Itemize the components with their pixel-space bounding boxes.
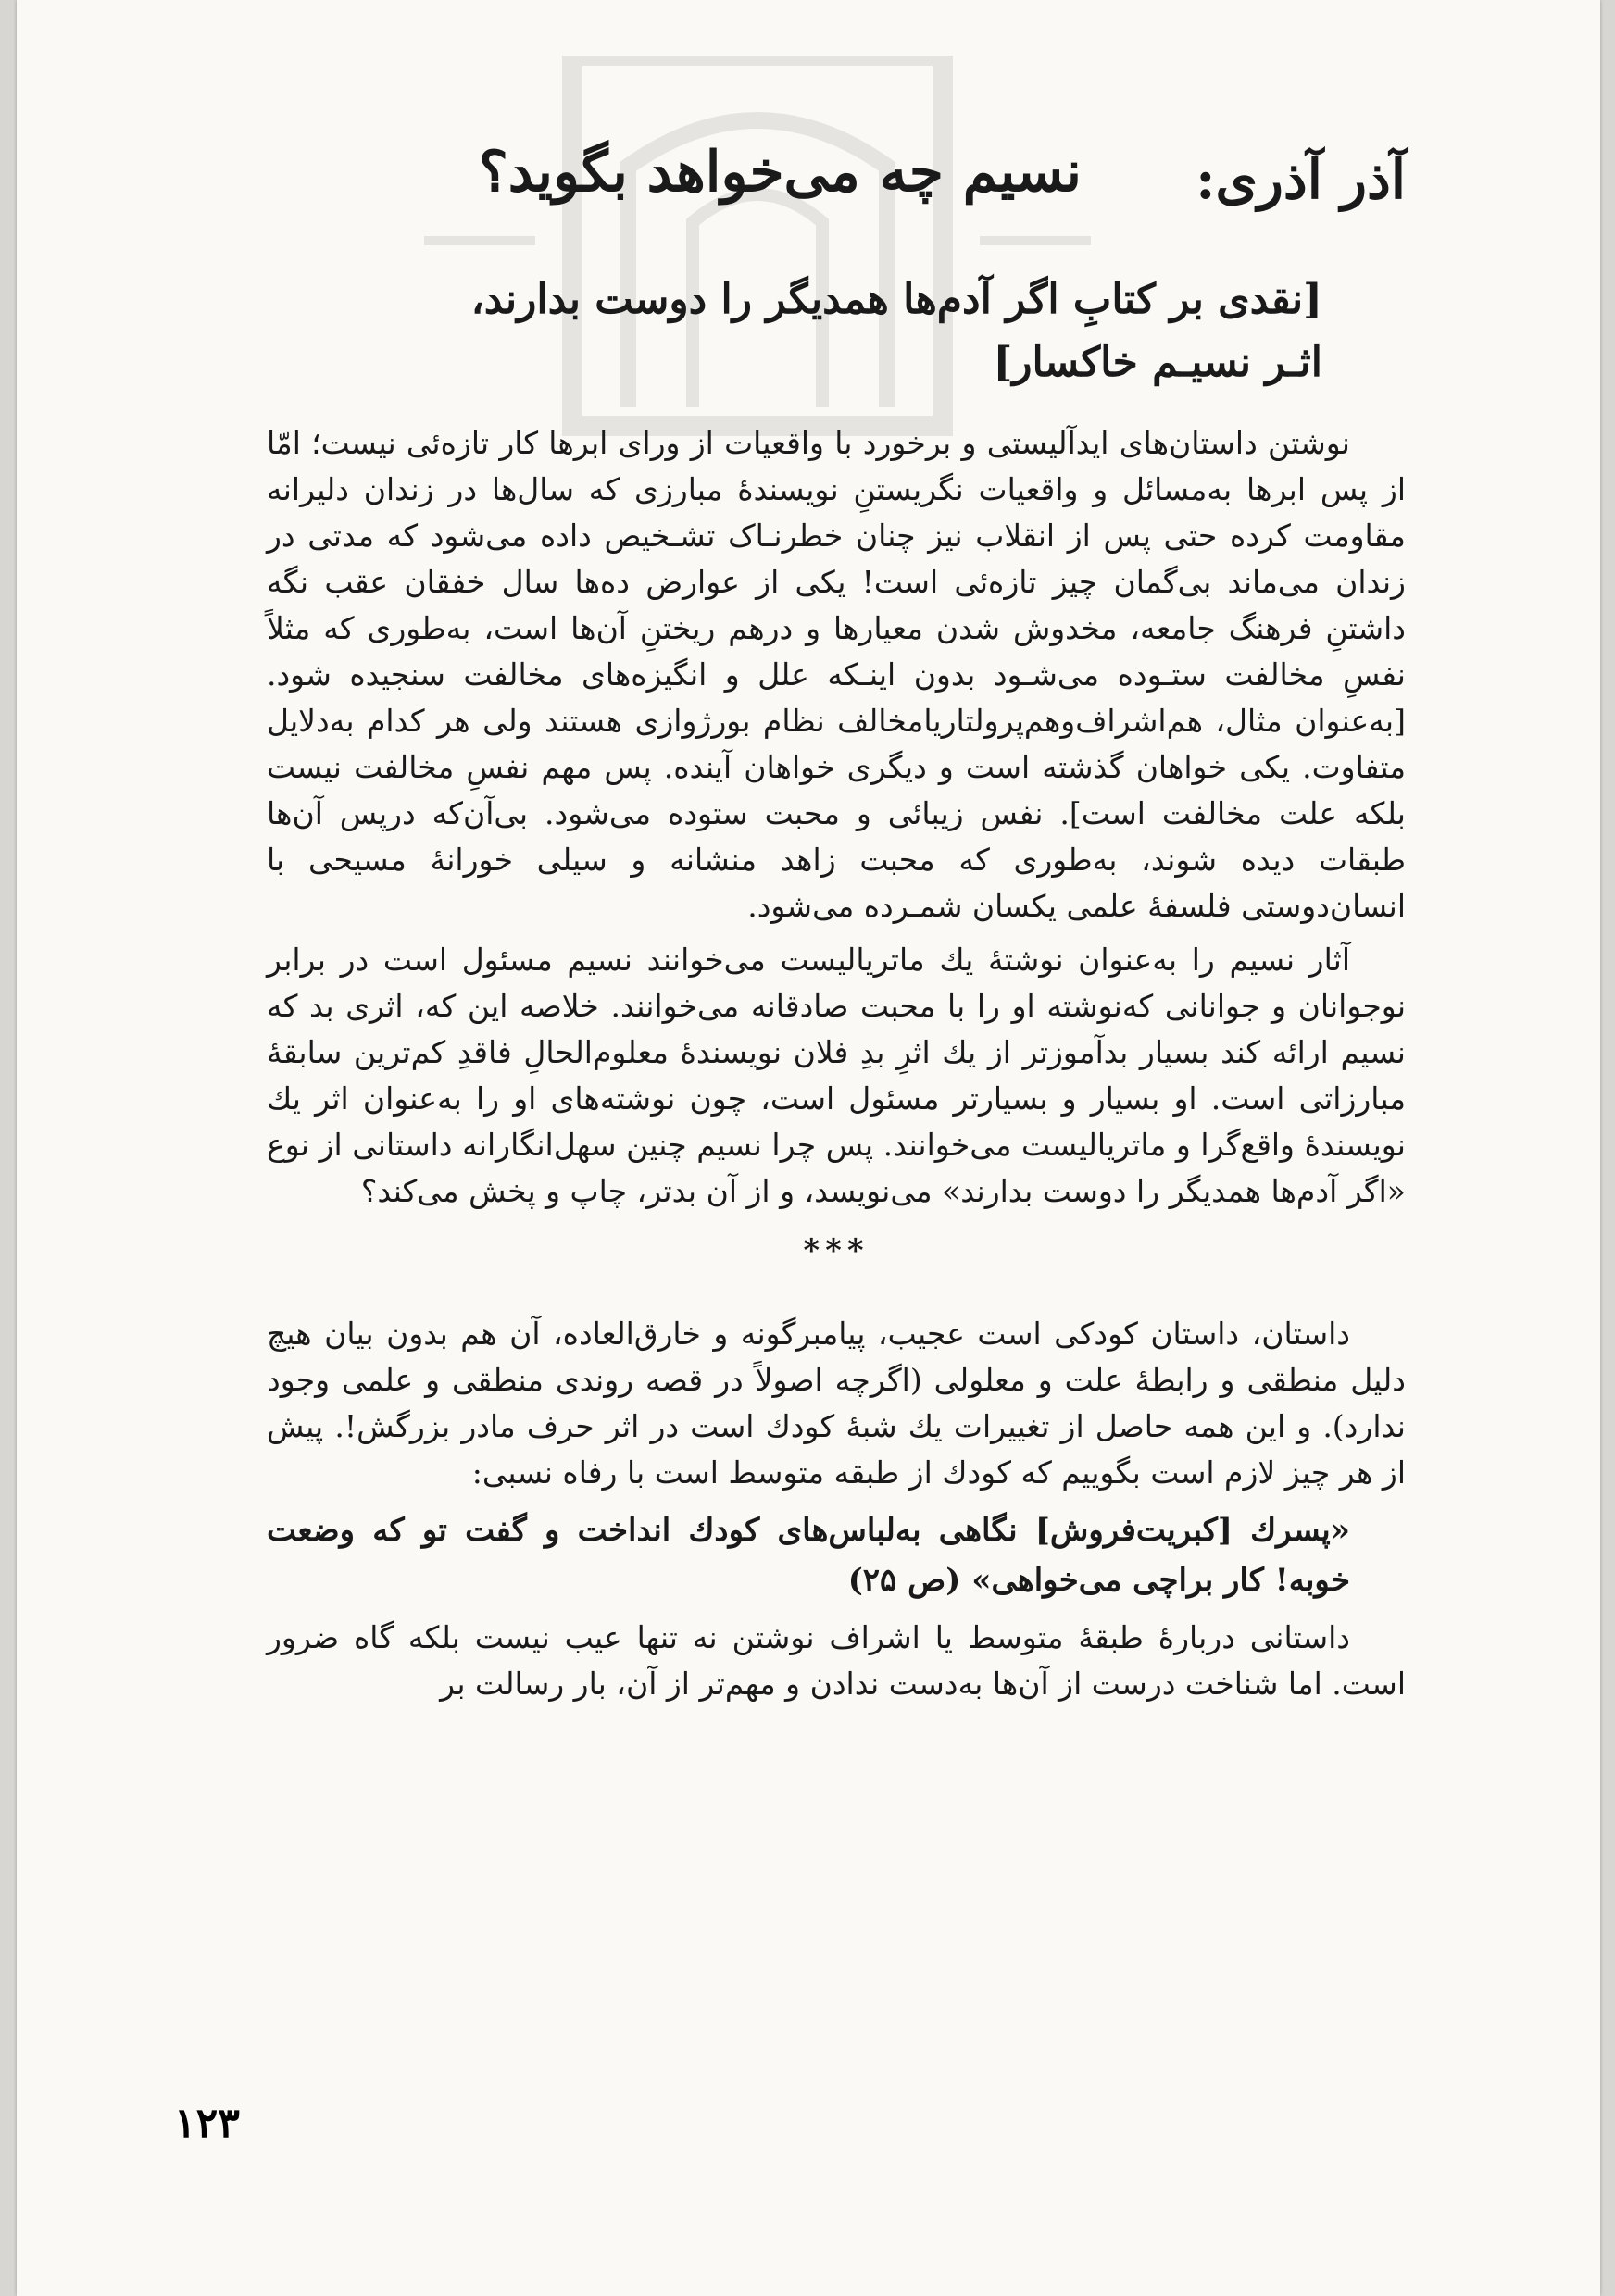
- subtitle-line-1: [نقدی بر کتابِ اگر آدم‌ها همدیگر را دوست بدارند،: [470, 276, 1322, 323]
- page-number: ۱۲۳: [174, 2100, 240, 2147]
- subtitle-line-2: اثـر نسیـم خاکسار]: [993, 339, 1322, 387]
- author-name: آذر آذری:: [1196, 148, 1406, 211]
- article-body: [267, 420, 1406, 1707]
- page-sheet: [17, 0, 1600, 2296]
- paragraph: داستان، داستان کودکی است عجیب، پیامبرگونه و خارق‌العاده، آن هم بدون بیان هیچ دلیل منطقی و رابطهٔ علت و معلولی (اگرچه اصولاً در قصه روندی منطقی و علمی وجود ندارد). و این همه حاصل از تغییرات یك شبهٔ کودك است در اثر حرف مادر بزرگش!. پیش از هر چیز لازم است بگوییم که کودك از طبقه متوسط است با رفاه نسبی:: [267, 1316, 1406, 1491]
- article-header: [267, 139, 1406, 259]
- block-quote: «پسرك [کبریت‌فروش] نگاهی به‌لباس‌های کودك انداخت و گفت تو که وضعت خوبه! کار براچی می‌خواهی» (ص ۲۵): [267, 1512, 1350, 1600]
- article-title: نسیم چه می‌خواهد بگوید؟: [478, 140, 1082, 205]
- paragraph: نوشتن داستان‌های ایدآلیستی و برخورد با واقعیات از ورای ابرها کار تازه‌ئی نیست؛ امّا از پس ابرها به‌مسائل و واقعیات نگریستنِ نویسندهٔ مبارزی که سال‌ها در زندان دلیرانه مقاومت کرده حتی پس از انقلاب نیز چنان خطرنـاک تشـخیص داده می‌شود که مدتی در زندان می‌ماند بی‌گمان چیز تازه‌ئی است! یکی از عوارض ده‌ها سال خفقان عقب نگه داشتنِ فرهنگ جامعه، مخدوش شدن معیارها و درهم ریختنِ آن‌ها است، به‌طوری که مثلاً نفسِ مخالفت ستـوده می‌شـود بدون اینـکه علل و انگیزه‌های مخالفت سنجیده شود. [به‌عنوان مثال، هم‌اشراف‌وهم‌پرولتاریامخالف نظام بورژوازی هستند ولی هر کدام به‌دلایل متفاوت. یکی خواهان گذشته است و دیگری خواهان آینده. پس مهم نفسِ مخالفت نیست بلکه علت مخالفت است]. نفس زیبائی و محبت ستوده می‌شود. بی‌آن‌که درپس آن‌ها طبقات دیده شوند، به‌طوری که محبت زاهد منشانه و سیلی خورانهٔ مسیحی با انسان‌دوستی فلسفهٔ علمی یکسان شمـرده می‌شود.: [267, 425, 1406, 925]
- paragraph: داستانی دربارهٔ طبقهٔ متوسط یا اشراف نوشتن نه تنها عیب نیست بلکه گاه ضرور است. اما شناخت درست از آن‌ها به‌دست ندادن و مهم‌تر از آن، بار رسالت بر: [267, 1619, 1406, 1703]
- article: [267, 139, 1406, 1715]
- section-separator: ***: [803, 1232, 870, 1270]
- article-subtitle: [267, 268, 1322, 394]
- paragraph: آثار نسیم را به‌عنوان نوشتهٔ یك ماتریالیست می‌خوانند نسیم مسئول است در برابر نوجوانان و جوانانی که‌نوشته او را با محبت صادقانه می‌خوانند. خلاصه این که، اثری بد که نسیم ارائه کند بسیار بدآموزتر از یك اثرِ بدِ فلان نویسندهٔ معلوم‌الحالِ فاقدِ کم‌ترین سابقهٔ مبارزاتی است. او بسیار و بسیارتر مسئول است، چون نوشته‌های او را به‌عنوان اثر یك نویسندهٔ واقع‌گرا و ماتریالیست می‌خوانند. پس چرا نسیم چنین سهل‌انگارانه داستانی از نوع «اگر آدم‌ها همدیگر را دوست بدارند» می‌نویسد، و از آن بدتر، چاپ و پخش می‌کند؟: [267, 942, 1406, 1210]
